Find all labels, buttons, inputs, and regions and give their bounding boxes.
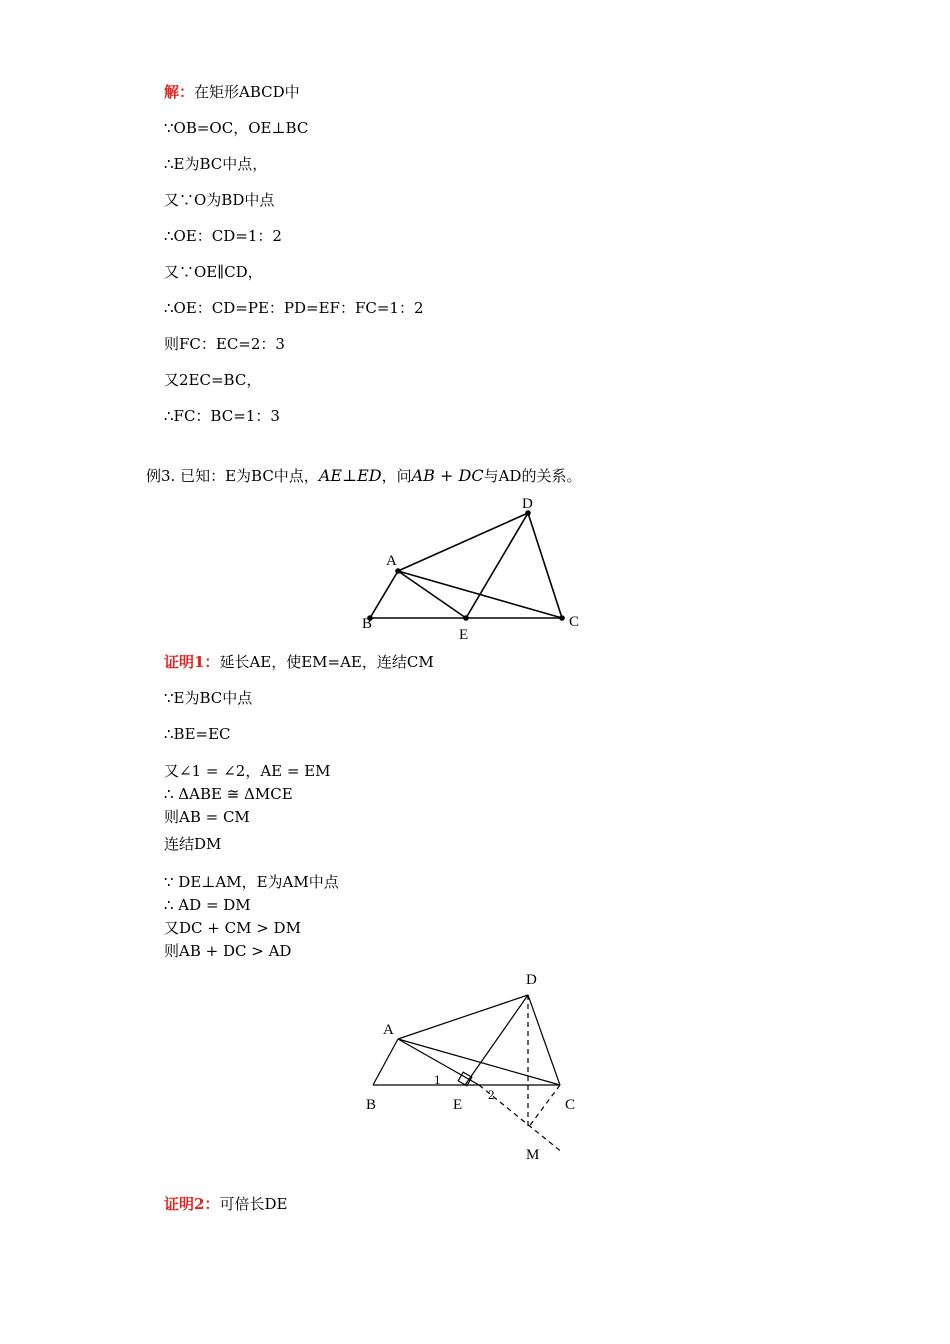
solution-first-line bbox=[164, 82, 300, 102]
label-a: A bbox=[383, 1022, 394, 1038]
point-a bbox=[395, 568, 401, 574]
proof1-step: ∵E为BC中点 bbox=[164, 689, 253, 707]
solution-step: ∴OE：CD=1：2 bbox=[164, 227, 282, 245]
solution-step: 又∵O为BD中点 bbox=[164, 191, 275, 209]
label-e: E bbox=[453, 1097, 463, 1113]
segment-ed bbox=[465, 995, 528, 1085]
solution-heading: 解： bbox=[164, 83, 195, 101]
label-a: A bbox=[386, 553, 397, 569]
solution-step: ∴FC：BC=1：3 bbox=[164, 407, 280, 425]
example-prefix: 例3. 已知：E为BC中点， bbox=[146, 467, 319, 485]
example-suffix: 与AD的关系。 bbox=[483, 467, 582, 485]
label-b: B bbox=[362, 616, 373, 632]
segment-ba bbox=[373, 1039, 398, 1085]
solution-step: 则FC：EC=2：3 bbox=[164, 335, 285, 353]
proof1-formula: 又∠1 = ∠2，AE = EM bbox=[164, 762, 331, 780]
proof1-formula: ∴ AD = DM bbox=[164, 896, 251, 914]
proof2-heading: 证明2： bbox=[164, 1195, 220, 1213]
example-middle: ，问 bbox=[381, 467, 412, 485]
solution-step: ∵OB=OC，OE⊥BC bbox=[164, 119, 309, 137]
example-condition: AE⊥ED bbox=[318, 466, 382, 485]
segment-ba bbox=[370, 571, 398, 618]
proof1-connect: 连结DM bbox=[164, 835, 222, 853]
proof1-step: ∴BE=EC bbox=[164, 725, 231, 743]
segment-ad bbox=[398, 995, 528, 1039]
point-e bbox=[463, 615, 469, 621]
label-c: C bbox=[565, 1097, 576, 1113]
label-d: D bbox=[526, 972, 537, 988]
label-c: C bbox=[569, 614, 580, 630]
label-m: M bbox=[526, 1147, 540, 1163]
figure-2-construction bbox=[355, 965, 585, 1165]
proof1-first-line bbox=[164, 652, 434, 672]
label-d: D bbox=[522, 498, 533, 512]
proof1-formula: ∴ ΔABE ≅ ΔMCE bbox=[164, 785, 293, 803]
proof2-line bbox=[164, 1194, 287, 1214]
example-expression: AB + DC bbox=[411, 466, 484, 485]
segment-ac bbox=[398, 1039, 560, 1085]
segment-ae bbox=[398, 571, 466, 618]
segment-dc bbox=[528, 513, 562, 618]
label-angle-2: 2 bbox=[488, 1087, 495, 1102]
solution-first-text: 在矩形ABCD中 bbox=[194, 83, 300, 101]
proof1-formula: 则AB + DC > AD bbox=[164, 942, 292, 960]
label-b: B bbox=[366, 1097, 377, 1113]
solution-step: ∴E为BC中点， bbox=[164, 155, 268, 173]
point-c bbox=[559, 615, 565, 621]
proof2-text: 可倍长DE bbox=[219, 1195, 288, 1213]
example-statement bbox=[146, 466, 581, 486]
proof1-formula: ∵ DE⊥AM，E为AM中点 bbox=[164, 873, 339, 891]
solution-step: ∴OE：CD=PE：PD=EF：FC=1：2 bbox=[164, 299, 424, 317]
segment-cm bbox=[528, 1085, 560, 1128]
proof1-heading: 证明1： bbox=[164, 653, 220, 671]
label-angle-1: 1 bbox=[434, 1072, 441, 1087]
proof1-first-text: 延长AE，使EM=AE，连结CM bbox=[219, 653, 434, 671]
proof1-formula: 则AB = CM bbox=[164, 808, 250, 826]
label-e: E bbox=[459, 627, 469, 643]
proof1-formula: 又DC + CM > DM bbox=[164, 919, 301, 937]
figure-1-quadrilateral bbox=[350, 498, 590, 648]
segment-ed bbox=[466, 513, 528, 618]
solution-step: 又2EC=BC， bbox=[164, 371, 262, 389]
solution-step: 又∵OE∥CD， bbox=[164, 263, 263, 281]
segment-dc bbox=[528, 995, 560, 1085]
segment-ad bbox=[398, 513, 528, 571]
